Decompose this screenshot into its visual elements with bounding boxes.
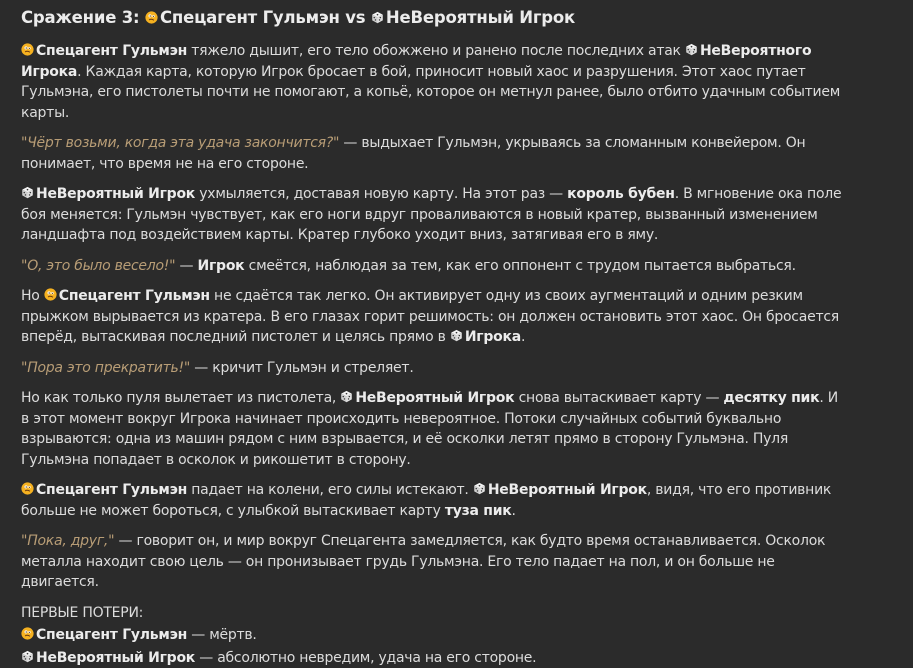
paragraph-7 (21, 388, 850, 470)
player-name: НеВероятный Игрок (36, 186, 195, 202)
face-emoji-icon (21, 43, 34, 56)
paragraph-4 (21, 256, 850, 277)
dice-icon (473, 482, 486, 495)
dice-icon (371, 11, 384, 24)
card-name: король бубен (567, 186, 675, 202)
quote: "Чёрт возьми, когда эта удача закончится?" (21, 135, 339, 151)
dice-icon (340, 390, 353, 403)
title-vs: vs (345, 8, 365, 27)
player-name: НеВероятный Игрок (488, 482, 647, 498)
dice-icon (21, 650, 34, 663)
agent-status: — мёртв. (187, 627, 257, 643)
text: . Каждая карта, которую Игрок бросает в бой, приносит новый хаос и разрушения. Этот хаос путает Гульмэна, его пистолеты почти не помогают, а копьё, которое он метнул ранее, было отбито удачным событием карты. (21, 64, 840, 121)
text: ухмыляется, доставая новую карту. На этот раз — (195, 186, 567, 202)
face-emoji-icon (44, 288, 57, 301)
text: . (521, 329, 525, 345)
title-agent-name: Спецагент Гульмэн (160, 8, 340, 27)
quote: "Пора это прекратить!" (21, 360, 190, 376)
paragraph-8 (21, 480, 850, 521)
paragraph-1 (21, 41, 850, 123)
player-name: НеВероятный Игрок (36, 650, 195, 666)
text: . В мгновение ока поле боя меняется: Гульмэн чувствует, как его ноги вдруг проваливаются в новый кратер, вызванный изменением ландшафта под воздействием карты. Кратер глубоко уходит вниз, затягивая его в яму. (21, 186, 841, 243)
paragraph-2 (21, 133, 850, 174)
text: Но как только пуля вылетает из пистолета, (21, 390, 340, 406)
player-name: НеВероятный Игрок (355, 390, 514, 406)
text: — (175, 258, 197, 274)
paragraph-3 (21, 184, 850, 246)
battle-title (21, 5, 850, 31)
card-name: туза пик (445, 503, 512, 519)
text: — кричит Гульмэн и стреляет. (190, 360, 413, 376)
losses-heading: ПЕРВЫЕ ПОТЕРИ: (21, 603, 850, 624)
title-prefix: Сражение 3: (21, 8, 139, 27)
agent-name: Спецагент Гульмэн (36, 43, 187, 59)
loss-agent (21, 625, 850, 646)
text: . И в этот момент вокруг Игрока начинает происходить невероятное. Потоки случайных событий буквально взрываются: одна из машин рядом с ним взрывается, и её осколки летят прямо в сторону Гульмэна. Пуля Гульмэна попадает в осколок и рикошетит в сторону. (21, 390, 838, 468)
text: тяжело дышит, его тело обожжено и ранено после последних атак (187, 43, 685, 59)
agent-name: Спецагент Гульмэн (36, 482, 187, 498)
card-name: десятку пик (723, 390, 819, 406)
dice-icon (685, 43, 698, 56)
text: , видя, что его противник больше не может бороться, с улыбкой вытаскивает карту (21, 482, 831, 519)
player-name: НеВероятного Игрока (21, 43, 811, 80)
text: смеётся, наблюдая за тем, как его оппонент с трудом пытается выбраться. (244, 258, 795, 274)
agent-name: Спецагент Гульмэн (36, 627, 187, 643)
text: снова вытаскивает карту — (514, 390, 723, 406)
face-emoji-icon (145, 11, 158, 24)
face-emoji-icon (21, 627, 34, 640)
paragraph-9 (21, 531, 850, 593)
dice-icon (450, 329, 463, 342)
paragraph-6 (21, 358, 850, 379)
text: Но (21, 288, 44, 304)
quote: "Пока, друг," (21, 533, 114, 549)
title-player-name: НеВероятный Игрок (386, 8, 575, 27)
quote: "О, это было весело!" (21, 258, 175, 274)
text: падает на колени, его силы истекают. (187, 482, 473, 498)
losses-section (21, 603, 850, 668)
text: не сдаётся так легко. Он активирует одну из своих аугментаций и одним резким прыжком вырывается из кратера. В его глазах горит решимость: он должен остановить этот хаос. Он бросается вперёд, вытаскивая последний пистолет и целясь прямо в (21, 288, 839, 345)
text: — говорит он, и мир вокруг Спецагента замедляется, как будто время останавливается. Осколок металла находит свою цель — он пронизывает грудь Гульмэна. Его тело падает на пол, и он больше не двигается. (21, 533, 825, 590)
face-emoji-icon (21, 482, 34, 495)
text: . (512, 503, 516, 519)
agent-name: Спецагент Гульмэн (59, 288, 210, 304)
dice-icon (21, 186, 34, 199)
player-name: Игрок (198, 258, 245, 274)
paragraph-5 (21, 286, 850, 348)
player-status: — абсолютно невредим, удача на его стороне. (195, 650, 536, 666)
player-name: Игрока (465, 329, 521, 345)
loss-player (21, 648, 850, 668)
text: — выдыхает Гульмэн, укрываясь за сломанным конвейером. Он понимает, что время не на его стороне. (21, 135, 805, 172)
